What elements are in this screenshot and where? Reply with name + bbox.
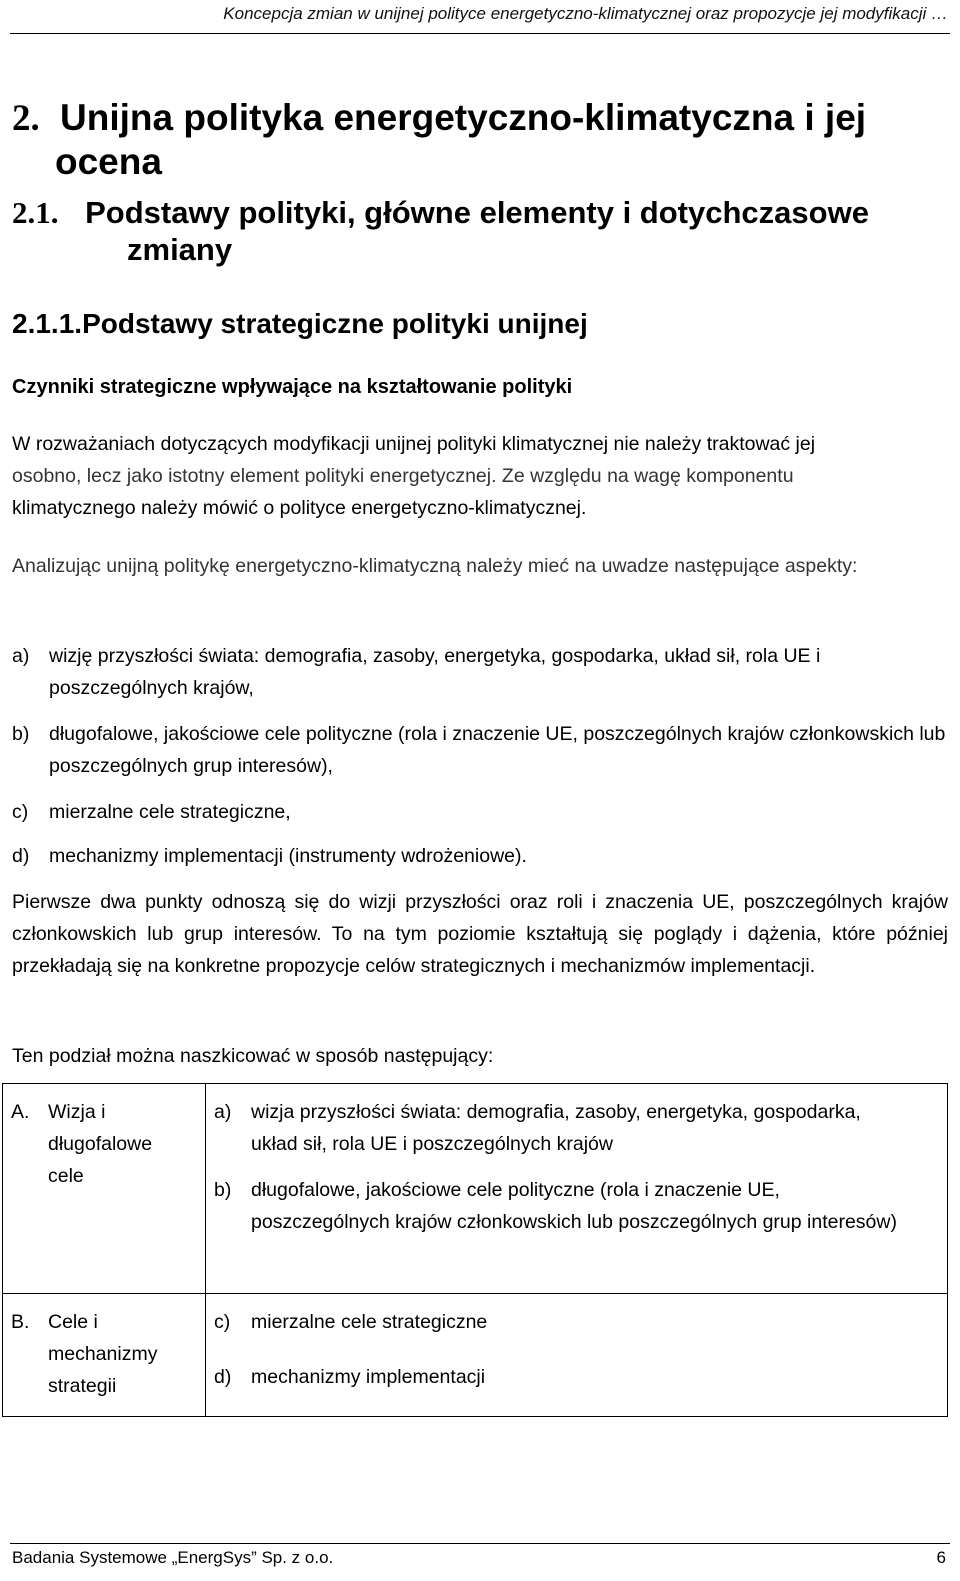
heading-level3-number: 2.1.1. — [12, 308, 83, 339]
scheme-cell-items — [206, 1294, 948, 1417]
scheme-row-a — [3, 1084, 948, 1294]
scheme-item-text: wizja przyszłości świata: demografia, zasoby, energetyka, gospodarka, układ sił, rola UE i poszczególnych krajów — [251, 1101, 861, 1155]
paragraph-scheme-intro: Ten podział można naszkicować w sposób następujący: — [12, 1045, 494, 1067]
list-item-text: mechanizmy implementacji (instrumenty wdrożeniowe). — [49, 845, 527, 867]
list-item-aspect-a — [12, 640, 932, 704]
scheme-cell-category — [3, 1084, 206, 1294]
heading-level4: Czynniki strategiczne wpływające na kształtowanie polityki — [12, 376, 573, 398]
header-rule — [10, 33, 950, 34]
scheme-cell-items — [206, 1084, 948, 1294]
scheme-row-b — [3, 1294, 948, 1417]
paragraph-summary: Pierwsze dwa punkty odnoszą się do wizji przyszłości oraz roli i znaczenia UE, poszczególnych krajów członkowskich lub grup interesów. To na tym poziomie kształtują się poglądy i dążenia, które później przekładają się na konkretne propozycje celów strategicznych i mechanizmów implementacji. — [12, 891, 948, 977]
paragraph-intro-line1: W rozważaniach dotyczących modyfikacji unijnej polityki klimatycznej nie należy traktować jej — [12, 433, 816, 455]
footer-page-number: 6 — [936, 1548, 946, 1567]
running-header: Koncepcja zmian w unijnej polityce energetyczno-klimatycznej oraz propozycje jej modyfikacji … — [223, 4, 948, 23]
paragraph-aspects-intro: Analizując unijną politykę energetyczno-klimatyczną należy mieć na uwadze następujące aspekty: — [12, 555, 858, 577]
list-item-aspect-c — [12, 796, 932, 828]
list-item-aspect-d — [12, 840, 932, 872]
paragraph-intro-line2: osobno, lecz jako istotny element polityki energetycznej. Ze względu na wagę komponentu — [12, 465, 794, 487]
heading-level3-title: Podstawy strategiczne polityki unijnej — [82, 308, 588, 339]
heading-level1-number: 2. — [12, 98, 40, 139]
scheme-category-label: B. — [11, 1311, 30, 1333]
scheme-item-label: c) — [214, 1311, 231, 1333]
list-item-text: mierzalne cele strategiczne, — [49, 801, 291, 823]
list-item-label: a) — [12, 645, 30, 667]
scheme-table — [2, 1083, 948, 1417]
scheme-item — [214, 1306, 939, 1338]
heading-level1-title-line2: ocena — [55, 141, 162, 182]
scheme-item — [214, 1174, 939, 1238]
heading-level1 — [12, 96, 866, 141]
paragraph-intro-line3: klimatycznego należy mówić o polityce energetyczno-klimatycznej. — [12, 497, 587, 519]
scheme-item — [214, 1361, 939, 1393]
scheme-item — [214, 1096, 939, 1160]
list-item-aspect-b — [12, 718, 948, 782]
list-item-text: długofalowe, jakościowe cele polityczne (rola i znaczenie UE, poszczególnych krajów członkowskich lub poszczególnych grup interesów), — [49, 723, 946, 777]
scheme-item-text: mierzalne cele strategiczne — [251, 1311, 488, 1333]
heading-level2 — [12, 195, 869, 231]
list-item-label: c) — [12, 801, 29, 823]
footer-rule — [10, 1543, 950, 1544]
footer-organization: Badania Systemowe „EnergSys” Sp. z o.o. — [12, 1548, 334, 1567]
heading-level3 — [12, 308, 588, 340]
scheme-item-label: d) — [214, 1366, 232, 1388]
scheme-category-title: Wizja i długofalowe cele — [48, 1101, 153, 1187]
list-item-text: wizję przyszłości świata: demografia, zasoby, energetyka, gospodarka, układ sił, rola UE i poszczególnych krajów, — [49, 645, 821, 699]
scheme-category-label: A. — [11, 1101, 30, 1123]
scheme-item-label: b) — [214, 1179, 232, 1201]
scheme-cell-category — [3, 1294, 206, 1417]
heading-level2-number: 2.1. — [12, 195, 59, 230]
scheme-item-text: mechanizmy implementacji — [251, 1366, 486, 1388]
scheme-category-title: Cele i mechanizmy strategii — [48, 1311, 158, 1397]
heading-level2-title-line2: zmiany — [127, 232, 233, 267]
heading-level1-title-line1: Unijna polityka energetyczno-klimatyczna i jej — [60, 97, 867, 138]
paragraph-intro — [12, 428, 948, 524]
scheme-item-text: długofalowe, jakościowe cele polityczne (rola i znaczenie UE, poszczególnych krajów członkowskich lub poszczególnych grup interesów) — [251, 1179, 897, 1233]
scheme-item-label: a) — [214, 1101, 232, 1123]
heading-level2-title-line1: Podstawy polityki, główne elementy i dotychczasowe — [85, 195, 869, 230]
list-item-label: d) — [12, 845, 30, 867]
list-item-label: b) — [12, 723, 30, 745]
